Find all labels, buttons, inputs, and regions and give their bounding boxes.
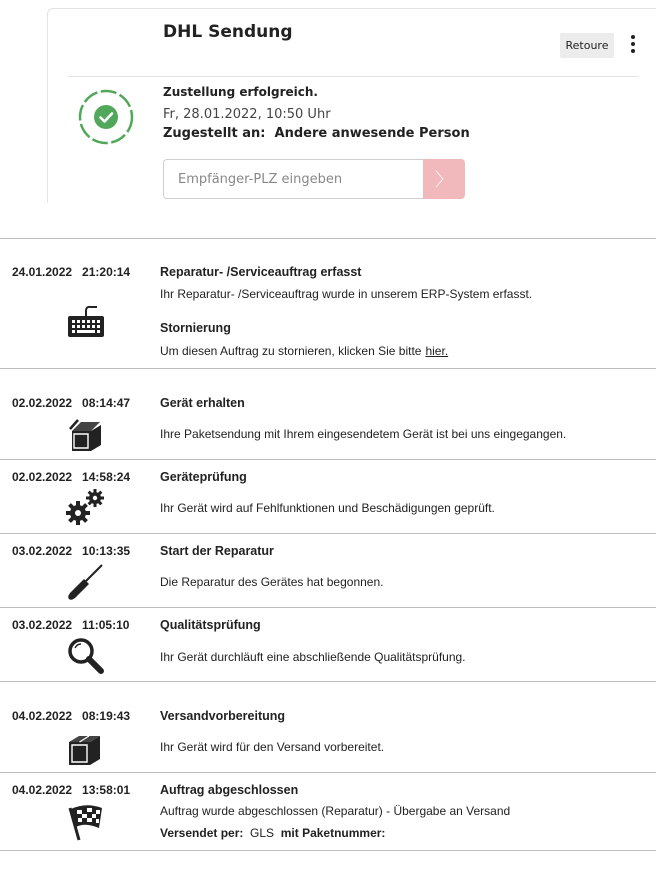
entry-description: Auftrag wurde abgeschlossen (Reparatur) - Übergabe an Versand (160, 804, 511, 818)
entry-description: Ihr Gerät wird auf Fehlfunktionen und Beschädigungen geprüft. (160, 501, 495, 515)
entry-title: Versandvorbereitung (160, 709, 286, 723)
shipping-info (160, 826, 385, 840)
gears-icon (66, 488, 106, 526)
cancel-link[interactable]: hier. (425, 344, 449, 358)
timeline-divider (0, 459, 656, 460)
entry-title: Geräteprüfung (160, 470, 247, 484)
entry-title: Auftrag abgeschlossen (160, 783, 299, 797)
entry-datetime: 24.01.2022 21:20:14 (12, 265, 131, 279)
entry-title: Start der Reparatur (160, 544, 274, 558)
entry-description: Die Reparatur des Gerätes hat begonnen. (160, 575, 384, 589)
retoure-button[interactable]: Retoure (560, 33, 614, 58)
shipment-title: DHL Sendung (163, 22, 293, 42)
entry-title: Gerät erhalten (160, 396, 245, 410)
screwdriver-icon (66, 562, 106, 602)
keyboard-icon (67, 303, 105, 339)
timeline-divider (0, 772, 656, 773)
dhl-shipment-card (47, 8, 656, 203)
entry-datetime: 02.02.2022 08:14:47 (12, 396, 131, 410)
shipped-by-label: Versendet per: (160, 826, 244, 840)
timeline-divider (0, 681, 656, 682)
timeline-divider (0, 850, 656, 851)
entry-subdescription (160, 344, 448, 358)
entry-description: Ihre Paketsendung mit Ihrem eingesendetem Gerät ist bei uns eingegangen. (160, 427, 567, 441)
tracking-label: mit Paketnummer: (280, 826, 386, 840)
entry-description: Ihr Gerät durchläuft eine abschließende Qualitätsprüfung. (160, 650, 466, 664)
entry-datetime: 04.02.2022 13:58:01 (12, 783, 131, 797)
entry-datetime: 04.02.2022 08:19:43 (12, 709, 131, 723)
carrier-name: GLS (250, 826, 275, 840)
entry-title: Qualitätsprüfung (160, 618, 261, 632)
entry-description: Ihr Reparatur- /Serviceauftrag wurde in unserem ERP-System erfasst. (160, 287, 533, 301)
timeline-divider (0, 533, 656, 534)
timeline-divider (0, 607, 656, 608)
entry-title: Reparatur- /Serviceauftrag erfasst (160, 265, 362, 279)
card-divider (68, 76, 639, 77)
entry-subtitle: Stornierung (160, 321, 231, 335)
entry-datetime: 03.02.2022 11:05:10 (12, 618, 130, 632)
timeline-divider (0, 368, 656, 369)
checkered-flag-icon (66, 802, 106, 842)
delivered-check-icon (78, 89, 134, 145)
box-icon (67, 733, 103, 767)
delivered-to-value: Andere anwesende Person (274, 126, 470, 141)
status-datetime: Fr, 28.01.2022, 10:50 Uhr (163, 107, 331, 122)
delivered-to-label: Zugestellt an: (163, 126, 266, 141)
plz-submit-button[interactable]: 〉 (423, 159, 465, 199)
cancel-text: Um diesen Auftrag zu stornieren, klicken Sie bitte (160, 344, 422, 358)
timeline-divider (0, 238, 656, 239)
open-box-icon (67, 417, 105, 453)
delivered-to (163, 126, 470, 141)
plz-input[interactable] (163, 159, 423, 199)
entry-datetime: 03.02.2022 10:13:35 (12, 544, 131, 558)
magnifier-icon (66, 636, 106, 676)
more-options-icon[interactable] (626, 33, 640, 55)
entry-datetime: 02.02.2022 14:58:24 (12, 470, 131, 484)
entry-description: Ihr Gerät wird für den Versand vorbereitet. (160, 740, 385, 754)
status-headline: Zustellung erfolgreich. (163, 85, 318, 99)
